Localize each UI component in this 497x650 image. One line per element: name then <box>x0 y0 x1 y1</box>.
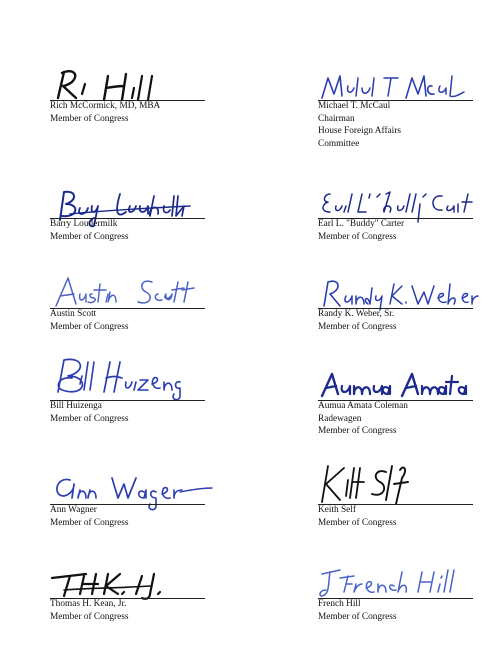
signer-name: Barry Loudermilk <box>50 219 118 229</box>
signer-title: Member of Congress <box>318 426 397 437</box>
signer-title: Member of Congress <box>50 113 129 124</box>
signer-text <box>318 100 401 150</box>
signer-name: Thomas H. Kean, Jr. <box>50 599 127 609</box>
signer-title: Member of Congress <box>318 321 397 332</box>
signer-name: Keith Self <box>318 505 356 515</box>
signer-title: House Foreign Affairs <box>318 126 401 137</box>
signer-text <box>50 504 129 529</box>
signer-name: Ann Wagner <box>50 505 97 515</box>
signer-name: Austin Scott <box>50 309 97 319</box>
signer-name: Aumua Amata Coleman <box>318 401 408 411</box>
signer-text <box>318 218 404 243</box>
signer-name: Randy K. Weber, Sr. <box>318 309 395 319</box>
signer-name: French Hill <box>318 599 361 609</box>
signer-name: Michael T. McCaul <box>318 101 391 111</box>
signer-title: Member of Congress <box>318 517 397 528</box>
signer-title: Member of Congress <box>50 517 129 528</box>
signer-text <box>318 504 397 529</box>
signer-text <box>318 598 397 623</box>
signature-bill-huizenga <box>50 356 215 400</box>
signer-title: Member of Congress <box>50 611 129 622</box>
signer-text <box>50 400 129 425</box>
signer-title: Radewagen <box>318 413 362 424</box>
signer-name: Bill Huizenga <box>50 401 102 411</box>
signer-text <box>50 598 129 623</box>
signer-text <box>50 218 129 243</box>
signer-title: Member of Congress <box>318 231 397 242</box>
signer-text <box>50 308 129 333</box>
signer-text <box>318 400 408 438</box>
signer-title: Committee <box>318 138 360 149</box>
signer-title: Chairman <box>318 113 355 124</box>
signer-text <box>50 100 160 125</box>
signer-title: Member of Congress <box>50 321 129 332</box>
signer-name: Rich McCormick, MD, MBA <box>50 101 161 111</box>
signer-title: Member of Congress <box>50 413 129 424</box>
signer-name: Earl L. "Buddy" Carter <box>318 219 405 229</box>
signer-text <box>318 308 397 333</box>
signer-title: Member of Congress <box>50 231 129 242</box>
signer-title: Member of Congress <box>318 611 397 622</box>
signature-keith-self <box>318 462 483 506</box>
